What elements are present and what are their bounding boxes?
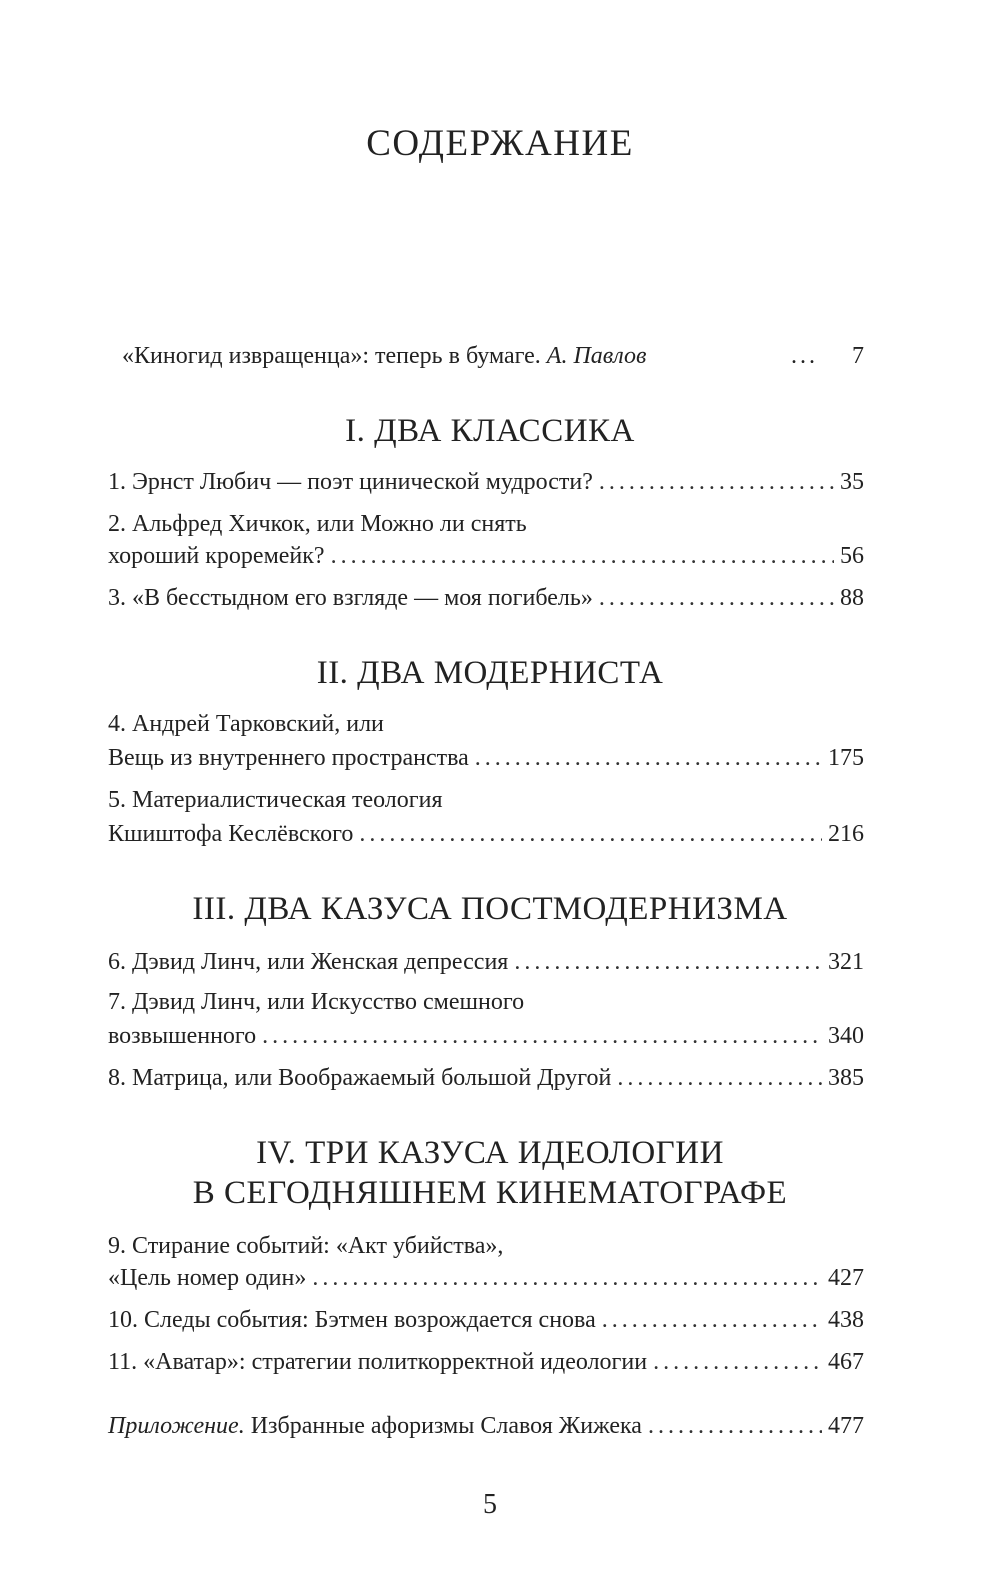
entry-page: 340: [828, 1023, 864, 1049]
toc-entry-4[interactable]: [108, 742, 864, 774]
entry-title: 10. Следы события: Бэтмен возрождается снова: [108, 1307, 596, 1333]
entry-title: 6. Дэвид Линч, или Женская депрессия: [108, 949, 509, 975]
intro-author: А. Павлов: [546, 343, 647, 369]
entry-title: возвышенного: [108, 1023, 257, 1049]
leader-dots: [617, 1062, 822, 1094]
toc-entry-5-line1[interactable]: 5. Материалистическая теология: [108, 787, 443, 813]
entry-title: 8. Матрица, или Воображаемый большой Другой: [108, 1065, 612, 1091]
entry-title: Вещь из внутреннего пространства: [108, 745, 469, 771]
toc-entry-4-line1[interactable]: 4. Андрей Тарковский, или: [108, 711, 384, 737]
toc-entry-9-line1[interactable]: 9. Стирание событий: «Акт убийства»,: [108, 1233, 504, 1259]
section-heading-4-line2: В СЕГОДНЯШНЕМ КИНЕМАТОГРАФЕ: [192, 1175, 788, 1211]
entry-title: «Цель номер один»: [108, 1265, 307, 1291]
entry-page: 321: [828, 949, 864, 975]
section-heading-4-line1: IV. ТРИ КАЗУСА ИДЕОЛОГИИ: [256, 1135, 724, 1171]
page-title: СОДЕРЖАНИЕ: [366, 123, 634, 164]
leader-dots: [653, 1346, 822, 1378]
toc-appendix[interactable]: [108, 1410, 864, 1442]
entry-page: 216: [828, 821, 864, 847]
toc-intro-entry[interactable]: [122, 340, 864, 372]
toc-entry-2[interactable]: [108, 540, 864, 572]
toc-entry-7-line1[interactable]: 7. Дэвид Линч, или Искусство смешного: [108, 989, 525, 1015]
toc-entry-9[interactable]: [108, 1262, 864, 1294]
toc-entry-11[interactable]: [108, 1346, 864, 1378]
entry-title: хороший кроремейк?: [108, 543, 325, 569]
entry-title: 3. «В бесстыдном его взгляде — моя погибель»: [108, 585, 593, 611]
leader-dots: [312, 1262, 822, 1294]
toc-entry-5[interactable]: [108, 818, 864, 850]
section-heading-1: I. ДВА КЛАССИКА: [345, 413, 635, 449]
toc-entry-8[interactable]: [108, 1062, 864, 1094]
entry-page: 438: [828, 1307, 864, 1333]
toc-entry-3[interactable]: [108, 582, 864, 614]
page-number: 5: [483, 1489, 497, 1520]
intro-dots: ...: [791, 343, 818, 369]
section-heading-3: III. ДВА КАЗУСА ПОСТМОДЕРНИЗМА: [192, 891, 788, 927]
leader-dots: [262, 1020, 822, 1052]
leader-dots: [359, 818, 822, 850]
entry-title: 1. Эрнст Любич — поэт цинической мудрости?: [108, 469, 593, 495]
entry-title: Кшиштофа Кеслёвского: [108, 821, 354, 847]
leader-dots: [331, 540, 834, 572]
leader-dots: [475, 742, 822, 774]
entry-page: 88: [840, 585, 864, 611]
toc-entry-6[interactable]: [108, 946, 864, 978]
leader-dots: [599, 466, 834, 498]
section-heading-2: II. ДВА МОДЕРНИСТА: [316, 655, 664, 691]
toc-entry-10[interactable]: [108, 1304, 864, 1336]
appendix-page: 477: [828, 1413, 864, 1439]
toc-entry-1[interactable]: [108, 466, 864, 498]
intro-page: 7: [852, 343, 864, 369]
leader-dots: [599, 582, 834, 614]
leader-dots: [648, 1410, 822, 1442]
entry-title: 11. «Аватар»: стратегии политкорректной идеологии: [108, 1349, 648, 1375]
entry-page: 175: [828, 745, 864, 771]
entry-page: 385: [828, 1065, 864, 1091]
intro-text: «Киногид извращенца»: теперь в бумаге.: [122, 343, 541, 369]
appendix-label: Приложение.: [108, 1413, 245, 1439]
toc-entry-7[interactable]: [108, 1020, 864, 1052]
leader-dots: [514, 946, 822, 978]
entry-page: 427: [828, 1265, 864, 1291]
toc-entry-2-line1[interactable]: 2. Альфред Хичкок, или Можно ли снять: [108, 511, 527, 537]
appendix-text: Избранные афоризмы Славоя Жижека: [244, 1413, 642, 1439]
entry-page: 35: [840, 469, 864, 495]
entry-page: 56: [840, 543, 864, 569]
leader-dots: [602, 1304, 822, 1336]
entry-page: 467: [828, 1349, 864, 1375]
